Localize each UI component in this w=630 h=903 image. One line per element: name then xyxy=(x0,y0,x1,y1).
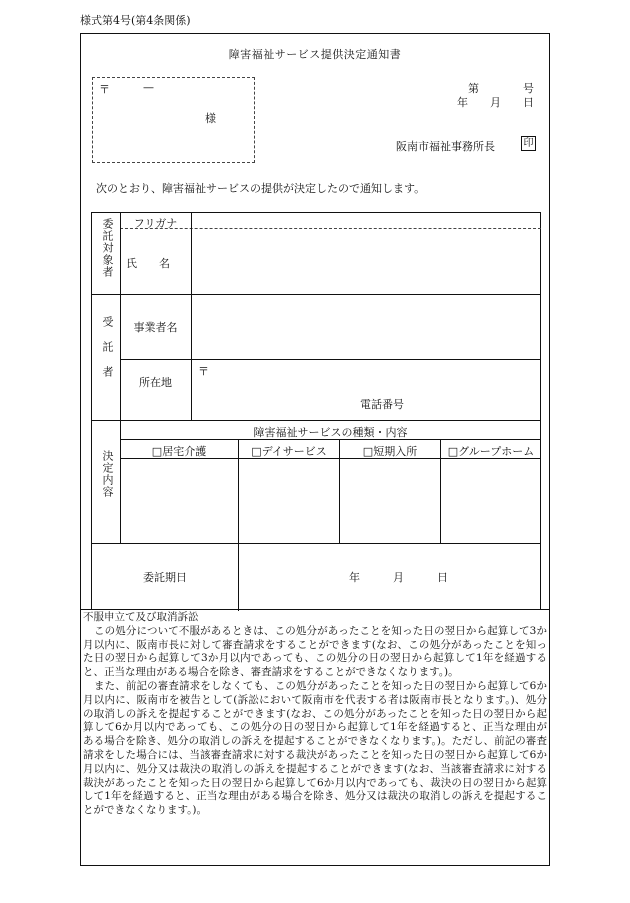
service-option-short-stay[interactable]: □短期入所 xyxy=(362,445,418,458)
service-option-day-service[interactable]: □デイサービス xyxy=(251,445,327,458)
document-title: 障害福祉サービス提供決定通知書 xyxy=(228,48,402,61)
appeal-paragraph-2: また、前記の審査請求をしなくても、この処分があったことを知った日の翌日から起算して6か月以内に、阪南市を被告として(訴訟において阪南市を代表する者は阪南市長となります。)、処分の取消しの訴えを提起することができます(なお、この処分があったことを知った日の翌日から起算して6か月以内であっても、この処分の日の翌日から起算して1年を経過すると、正当な理由がある場合を除き、処分の取消しの訴えを提起することができなくなります。)。ただし、前記の審査請求をした場合には、当該審査請求に対する裁決があったことを知った日の翌日から起算して6か月以内に、処分又は裁決の取消しの訴えを提起することができます(なお、当該審査請求に対する裁決があったことを知った日の翌日から起算して6か月以内であっても、裁決の日の翌日から起算して1年を経過すると、正当な理由がある場合を除き、処分又は裁決の取消しの訴えを提起することができなくなります。)。 xyxy=(83,679,547,817)
service-option-home-care[interactable]: □居宅介護 xyxy=(151,445,207,458)
lead-sentence: 次のとおり、障害福祉サービスの提供が決定したので通知します。 xyxy=(96,182,426,195)
postal-dash: — xyxy=(143,81,154,94)
honorific-sama: 様 xyxy=(205,112,216,125)
form-number-label: 様式第4号(第4条関係) xyxy=(80,14,191,27)
location-postal-mark: 〒 xyxy=(198,365,209,378)
name-label: 氏 名 xyxy=(126,257,170,270)
business-name-label: 事業者名 xyxy=(133,321,178,334)
contractor-heading: 受託者 xyxy=(101,316,114,391)
appeal-notice xyxy=(80,610,550,866)
name-field[interactable] xyxy=(192,230,540,293)
period-value: 年 月 日 xyxy=(349,571,448,584)
document-number: 第 号 xyxy=(468,82,534,95)
appeal-paragraph-1: この処分について不服があるときは、この処分があったことを知った日の翌日から起算して3か月以内に、阪南市長に対して審査請求をすることができます(なお、この処分があったことを知った日の翌日から起算して3か月以内であっても、この処分の日の翌日から起算して1年を経過すると、正当な理由がある場合を除き、審査請求をすることができなくなります。)。 xyxy=(83,624,547,679)
furigana-label: フリガナ xyxy=(133,217,178,230)
service-option-group-home[interactable]: □グループホーム xyxy=(447,445,535,458)
subject-heading: 委託対象者 xyxy=(101,218,114,278)
notice-form xyxy=(80,33,550,610)
decision-heading: 決定内容 xyxy=(101,450,114,498)
period-label: 委託期日 xyxy=(143,571,187,584)
furigana-field[interactable] xyxy=(192,214,540,228)
decision-table xyxy=(91,212,541,610)
phone-label: 電話番号 xyxy=(360,398,404,411)
location-label: 所在地 xyxy=(139,376,172,389)
service-type-header: 障害福祉サービスの種類・内容 xyxy=(253,426,408,439)
seal-stamp-box: 印 xyxy=(521,136,536,151)
appeal-title: 不服申立て及び取消訴訟 xyxy=(83,611,199,623)
issuer-name: 阪南市福祉事務所長 xyxy=(396,140,495,153)
business-name-field[interactable] xyxy=(192,295,540,358)
recipient-address-box[interactable] xyxy=(92,77,255,163)
location-field[interactable] xyxy=(192,360,540,419)
postal-mark: 〒 xyxy=(99,83,110,96)
document-date: 年 月 日 xyxy=(457,96,534,109)
